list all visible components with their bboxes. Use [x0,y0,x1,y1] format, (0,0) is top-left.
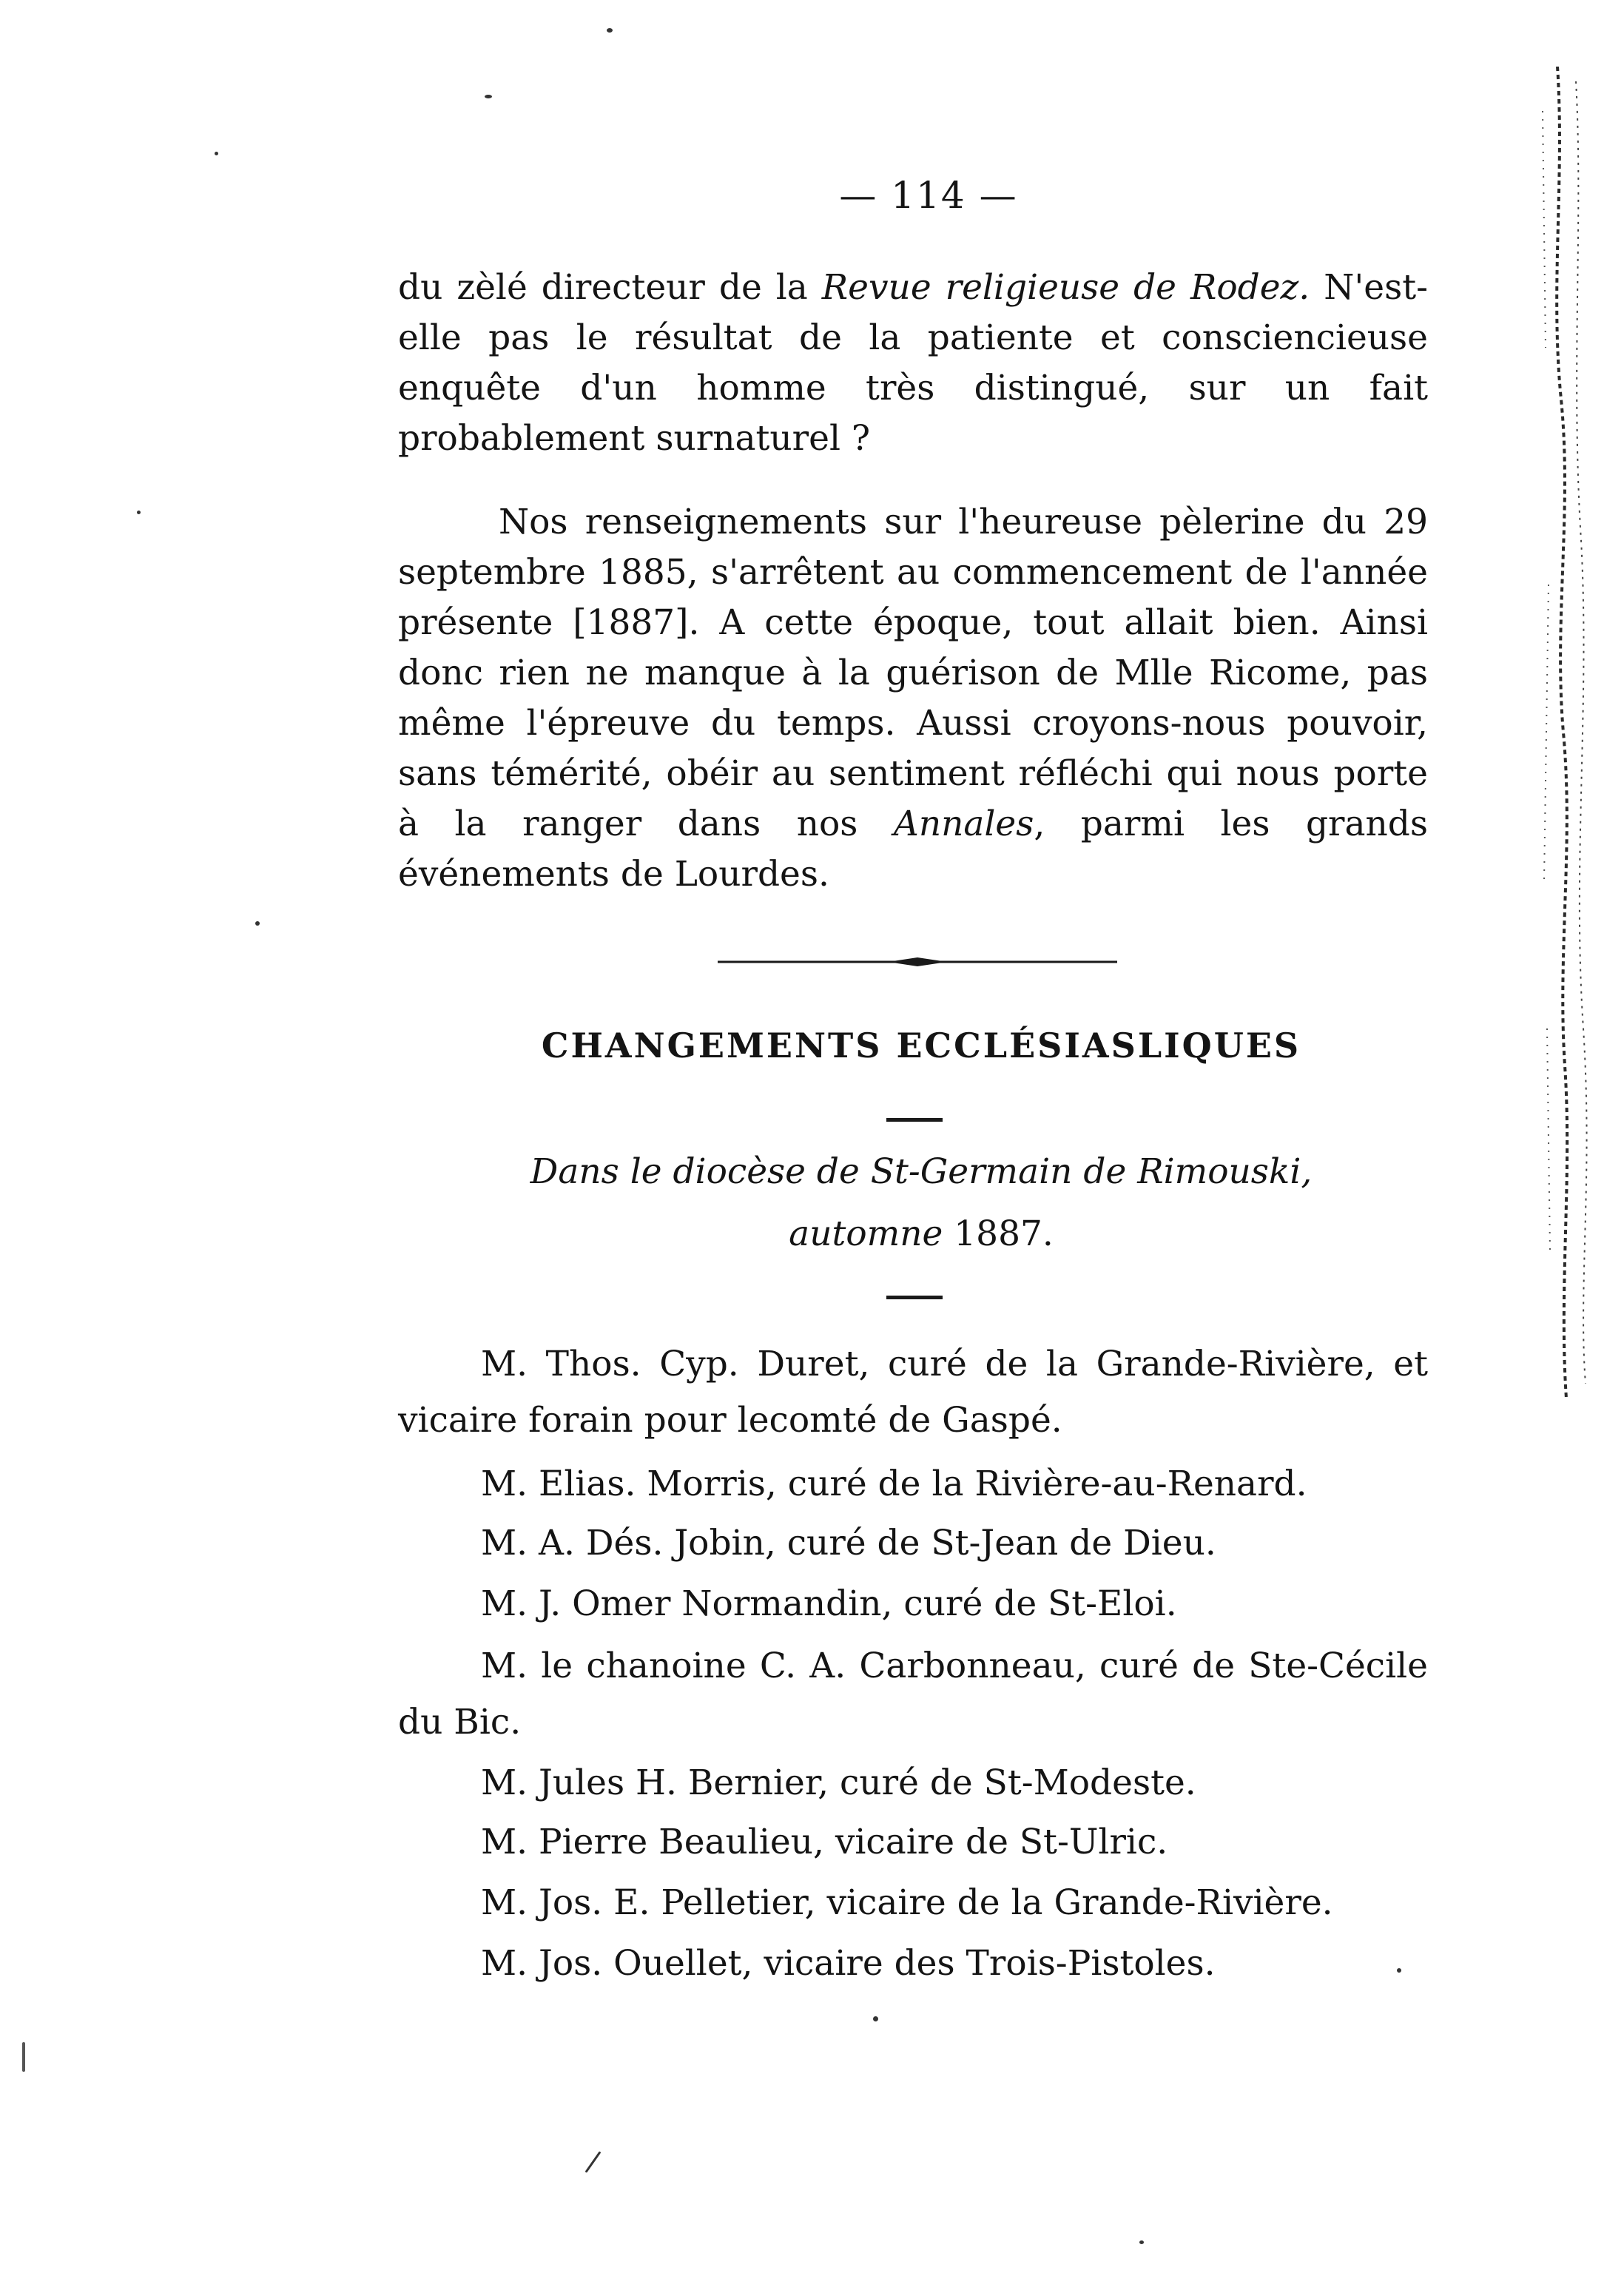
appointment-entry: M. Jules H. Bernier, curé de St-Modeste. [481,1762,1196,1803]
appointment-entry: M. Jos. E. Pelletier, vicaire de la Grande-Rivière. [481,1882,1333,1923]
appointment-entry: M. Pierre Beaulieu, vicaire de St-Ulric. [481,1822,1168,1862]
appointment-entry: M. Elias. Morris, curé de la Rivière-au-Renard. [481,1464,1307,1504]
ornamental-rule [718,957,1117,967]
scan-speck [137,511,141,514]
scan-speck [873,2016,878,2021]
section-heading: CHANGEMENTS ECCLÉSIASLIQUES [541,1026,1301,1065]
scan-speck [607,28,613,33]
heading-divider [886,1118,943,1122]
scan-speck [22,2042,25,2072]
scan-speck [1139,2240,1144,2244]
scan-speck [1397,1968,1401,1973]
ornamental-rule-diamond [888,957,947,966]
appointment-entry: M. Thos. Cyp. Duret, curé de la Grande-Rivière, et vicaire forain pour lecomté de Gaspé. [398,1344,1428,1441]
paragraph-1-rest: N'est-elle pas le résultat de la patiente et consciencieuse enquête d'un homme très distingué, sur un fait probablement surnaturel ? [398,267,1428,459]
paragraph-1-lead: du zèlé directeur de la [398,267,822,308]
scan-speck [585,2151,602,2173]
appointment-entry: M. Jos. Ouellet, vicaire des Trois-Pistoles. [481,1943,1216,1984]
paragraph-2 [398,497,1428,900]
scan-speck [485,95,492,98]
appointment-entry: M. le chanoine C. A. Carbonneau, curé de Ste-Cécile du Bic. [398,1646,1428,1743]
paragraph-2-rest: , parmi les grands événements de Lourdes. [398,804,1428,895]
appointment-entry: M. A. Dés. Jobin, curé de St-Jean de Dieu. [481,1523,1216,1563]
paragraph-1 [398,263,1428,464]
journal-title: Revue religieuse de Rodez. [821,267,1310,308]
annales-title: Annales [893,804,1034,844]
season-subheading [414,1213,1428,1254]
appointment-entry: M. J. Omer Normandin, curé de St-Eloi. [481,1583,1177,1624]
page-number: — 114 — [839,174,1018,217]
paragraph-2-lead: Nos renseignements sur l'heureuse pèlerine du 29 septembre 1885, s'arrêtent au commencement de l'année présente [1887]. A cette époque, tout allait bien. Ainsi donc rien ne manque à la guérison de Mlle Ricome, pas même l'épreuve du temps. Aussi croyons-nous pouvoir, sans témérité, obéir au sentiment réfléchi qui nous porte à la ranger dans nos [398,502,1428,844]
diocese-subheading: Dans le diocèse de St-Germain de Rimouski, [530,1151,1313,1192]
subheading-divider [886,1296,943,1299]
scan-speck [255,921,260,926]
scan-binding-edge [1513,67,1609,1398]
season-word: automne [789,1213,943,1254]
scan-speck [215,152,218,155]
season-year: 1887. [954,1213,1054,1254]
